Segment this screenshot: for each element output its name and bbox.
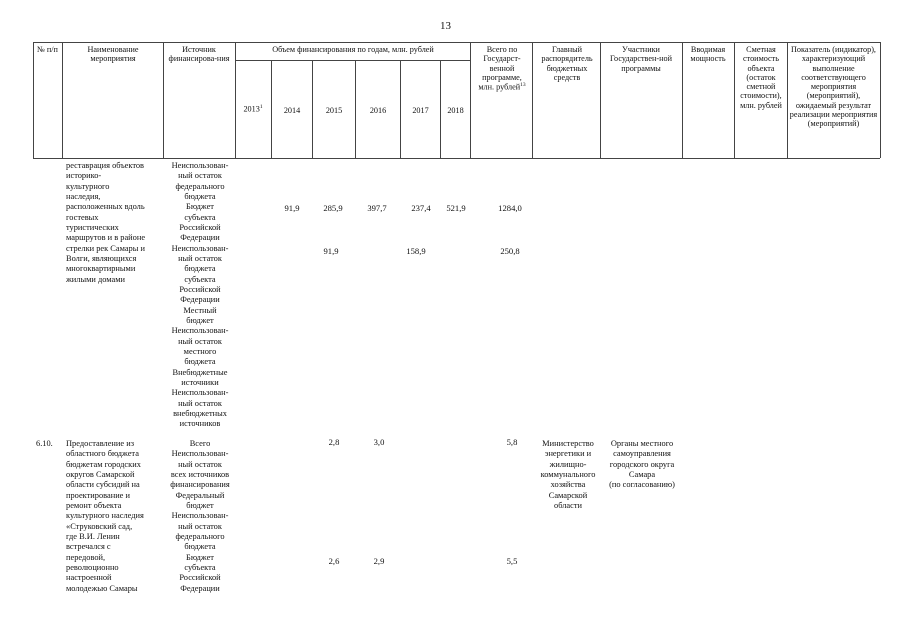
row1-remainder-2015: 91,9 xyxy=(323,246,339,256)
row1-budget-total: 1284,0 xyxy=(498,203,522,213)
row2-participants: Органы местного самоуправления городского округа Самара (по согласованию) xyxy=(609,439,675,490)
row1-budget-2018: 521,9 xyxy=(446,203,466,213)
page-number: 13 xyxy=(440,20,451,32)
row2-num: 6.10. xyxy=(36,439,53,448)
row1-name: реставрация объектов историко- культурного наследия, расположенных вдоль гостевых туристических маршрутов и в районе стрелки рек Самары и Волги, являющихся многоквартирными жилыми домами xyxy=(66,161,146,284)
header-year-2018: 2018 xyxy=(447,106,464,115)
row2-budget-total: 5,5 xyxy=(506,556,518,566)
row1-remainder-total: 250,8 xyxy=(500,246,520,256)
row2-budget-2015: 2,6 xyxy=(328,556,340,566)
header-num: № п/п xyxy=(37,45,58,54)
header-year-2016: 2016 xyxy=(369,106,387,115)
row1-budget-2014: 91,9 xyxy=(284,203,300,213)
header-capacity: Вводимая мощность xyxy=(690,45,726,64)
header-year-2013: 2013$^1$ xyxy=(243,104,263,114)
row2-name: Предоставление из областного бюджета бюджетам городских округов Самарской области субсидий на проектирование и ремонт объекта культурного наследия «Струковский сад, где В.И. Ленин встречался с передовой, революционно настроенной молодежью Самары xyxy=(66,439,144,593)
header-estimate: Сметная стоимость объекта (остаток сметной стоимости), млн. рублей xyxy=(740,45,782,110)
header-participants: Участники Государствен-ной программы xyxy=(610,45,672,73)
header-year-2015: 2015 xyxy=(325,106,343,115)
row2-total-2015: 2,8 xyxy=(328,437,340,447)
row2-main-distributor: Министерство энергетики и жилищно- коммунального хозяйства Самарской области xyxy=(540,439,596,510)
row1-source: Неиспользован- ный остаток федерального бюджета Бюджет субъекта Российской Федерации Неиспользован- ный остаток бюджета субъекта Российской Федерации Местный бюджет Неиспользован- ный остаток местного бюджета Внебюджетные источники Неиспользован- ный остаток внебюджетных источников xyxy=(171,161,229,429)
row1-budget-2016: 397,7 xyxy=(367,203,387,213)
row1-budget-2017: 237,4 xyxy=(411,203,431,213)
row1-budget-2015: 285,9 xyxy=(323,203,343,213)
header-year-2017: 2017 xyxy=(412,106,429,115)
row2-total-total: 5,8 xyxy=(506,437,518,447)
header-source: Источник финансирова-ния xyxy=(168,45,230,64)
header-year-2014: 2014 xyxy=(283,106,301,115)
row2-total-2016: 3,0 xyxy=(373,437,385,447)
row1-remainder-2017: 158,9 xyxy=(406,246,426,256)
header-volume: Объем финансирования по годам, млн. рублей xyxy=(272,45,434,54)
header-main-distributor: Главный распорядитель бюджетных средств xyxy=(541,45,593,82)
row2-source: Всего Неиспользован- ный остаток всех источников финансирования Федеральный бюджет Неиспользован- ный остаток федерального бюджета Бюджет субъекта Российской Федерации xyxy=(170,439,230,593)
header-indicator: Показатель (индикатор), характеризующий выполнение соответствующего мероприятия (мероприятий), ожидаемый результат реализации мероприятия (мероприятий) xyxy=(789,45,878,129)
header-name: Наименование мероприятия xyxy=(87,45,139,64)
row2-budget-2016: 2,9 xyxy=(373,556,385,566)
header-total: Всего по Государст-венной программе, млн. рублей$^{13}$ xyxy=(478,45,526,92)
